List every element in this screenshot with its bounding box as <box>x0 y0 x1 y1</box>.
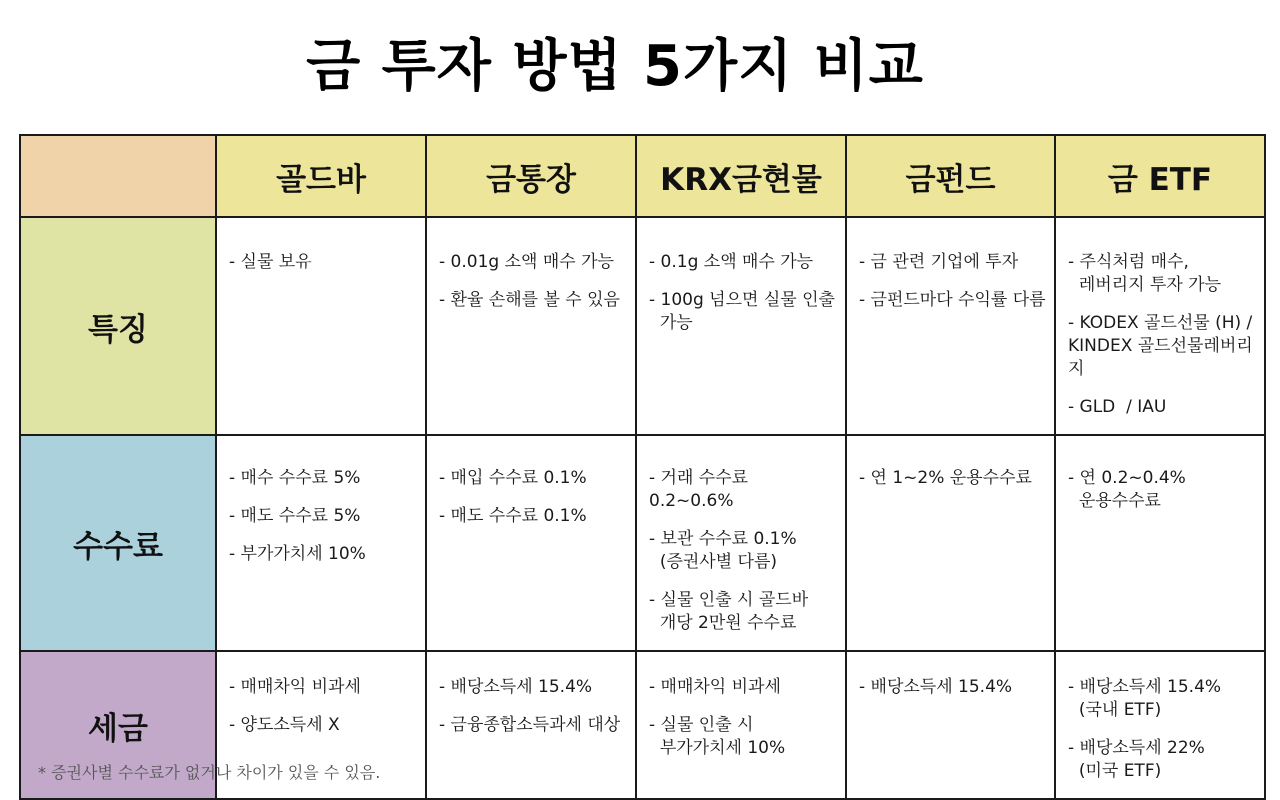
table-cell <box>426 435 636 651</box>
cell-item: - 배당소득세 15.4% <box>439 677 593 697</box>
cell-item: - 매수 수수료 5% <box>229 468 361 488</box>
table-header-row <box>20 135 1265 217</box>
table-cell <box>1055 217 1265 435</box>
table-cell <box>846 435 1055 651</box>
footnote: * 증권사별 수수료가 없거나 차이가 있을 수 있음. <box>38 763 381 782</box>
cell-item: - 주식처럼 매수, 레버리지 투자 가능 <box>1068 252 1221 295</box>
table-cell <box>846 651 1055 799</box>
table-cell <box>426 651 636 799</box>
cell-item: - 금펀드마다 수익률 다름 <box>859 290 1046 310</box>
column-header-gold-account: 금통장 <box>426 135 636 217</box>
row-header-tax: 세금 <box>20 651 216 799</box>
cell-item: - 연 1~2% 운용수수료 <box>859 468 1032 488</box>
cell-item: - 0.1g 소액 매수 가능 <box>649 252 814 272</box>
table-row-fees <box>20 435 1265 651</box>
cell-item: - 부가가치세 10% <box>229 544 366 564</box>
cell-item: - 배당소득세 22% (미국 ETF) <box>1068 738 1205 781</box>
page-title: 금 투자 방법 5가지 비교 <box>306 34 924 99</box>
cell-item: - 매매차익 비과세 <box>649 677 781 697</box>
table-cell <box>426 217 636 435</box>
column-header-gold-bar: 골드바 <box>216 135 426 217</box>
cell-item: - 0.01g 소액 매수 가능 <box>439 252 614 272</box>
cell-item: - 연 0.2~0.4% 운용수수료 <box>1068 468 1186 511</box>
table-cell <box>846 217 1055 435</box>
cell-item: - 100g 넘으면 실물 인출 가능 <box>649 290 835 333</box>
cell-item: - 매도 수수료 0.1% <box>439 506 587 526</box>
table-corner-cell <box>20 135 216 217</box>
cell-item: - 실물 보유 <box>229 252 312 272</box>
cell-item: - 매도 수수료 5% <box>229 506 361 526</box>
table-cell <box>1055 651 1265 799</box>
table-cell <box>216 435 426 651</box>
cell-item: - KODEX 골드선물 (H) / KINDEX 골드선물레버리지 <box>1068 313 1253 379</box>
cell-item: - 금 관련 기업에 투자 <box>859 252 1019 272</box>
table-row-features <box>20 217 1265 435</box>
cell-item: - 배당소득세 15.4% <box>859 677 1013 697</box>
cell-item: - 매매차익 비과세 <box>229 677 361 697</box>
cell-item: - 매입 수수료 0.1% <box>439 468 587 488</box>
column-header-gold-fund: 금펀드 <box>846 135 1055 217</box>
cell-item: - 양도소득세 X <box>229 715 340 735</box>
table-cell <box>636 651 846 799</box>
comparison-table <box>19 134 1266 800</box>
table-cell <box>636 435 846 651</box>
table-cell <box>216 217 426 435</box>
row-header-fees: 수수료 <box>20 435 216 651</box>
cell-item: - 환율 손해를 볼 수 있음 <box>439 290 620 310</box>
column-header-krx-gold: KRX금현물 <box>636 135 846 217</box>
cell-item: - 실물 인출 시 골드바 개당 2만원 수수료 <box>649 590 809 633</box>
cell-item: - 배당소득세 15.4% (국내 ETF) <box>1068 677 1222 720</box>
cell-item: - GLD / IAU <box>1068 397 1167 417</box>
table-cell <box>636 217 846 435</box>
table-cell <box>1055 435 1265 651</box>
cell-item: - 거래 수수료 0.2~0.6% <box>649 468 754 511</box>
column-header-gold-etf: 금 ETF <box>1055 135 1265 217</box>
cell-item: - 금융종합소득과세 대상 <box>439 715 621 735</box>
cell-item: - 보관 수수료 0.1% (증권사별 다름) <box>649 529 797 572</box>
row-header-features: 특징 <box>20 217 216 435</box>
cell-item: - 실물 인출 시 부가가치세 10% <box>649 715 786 758</box>
